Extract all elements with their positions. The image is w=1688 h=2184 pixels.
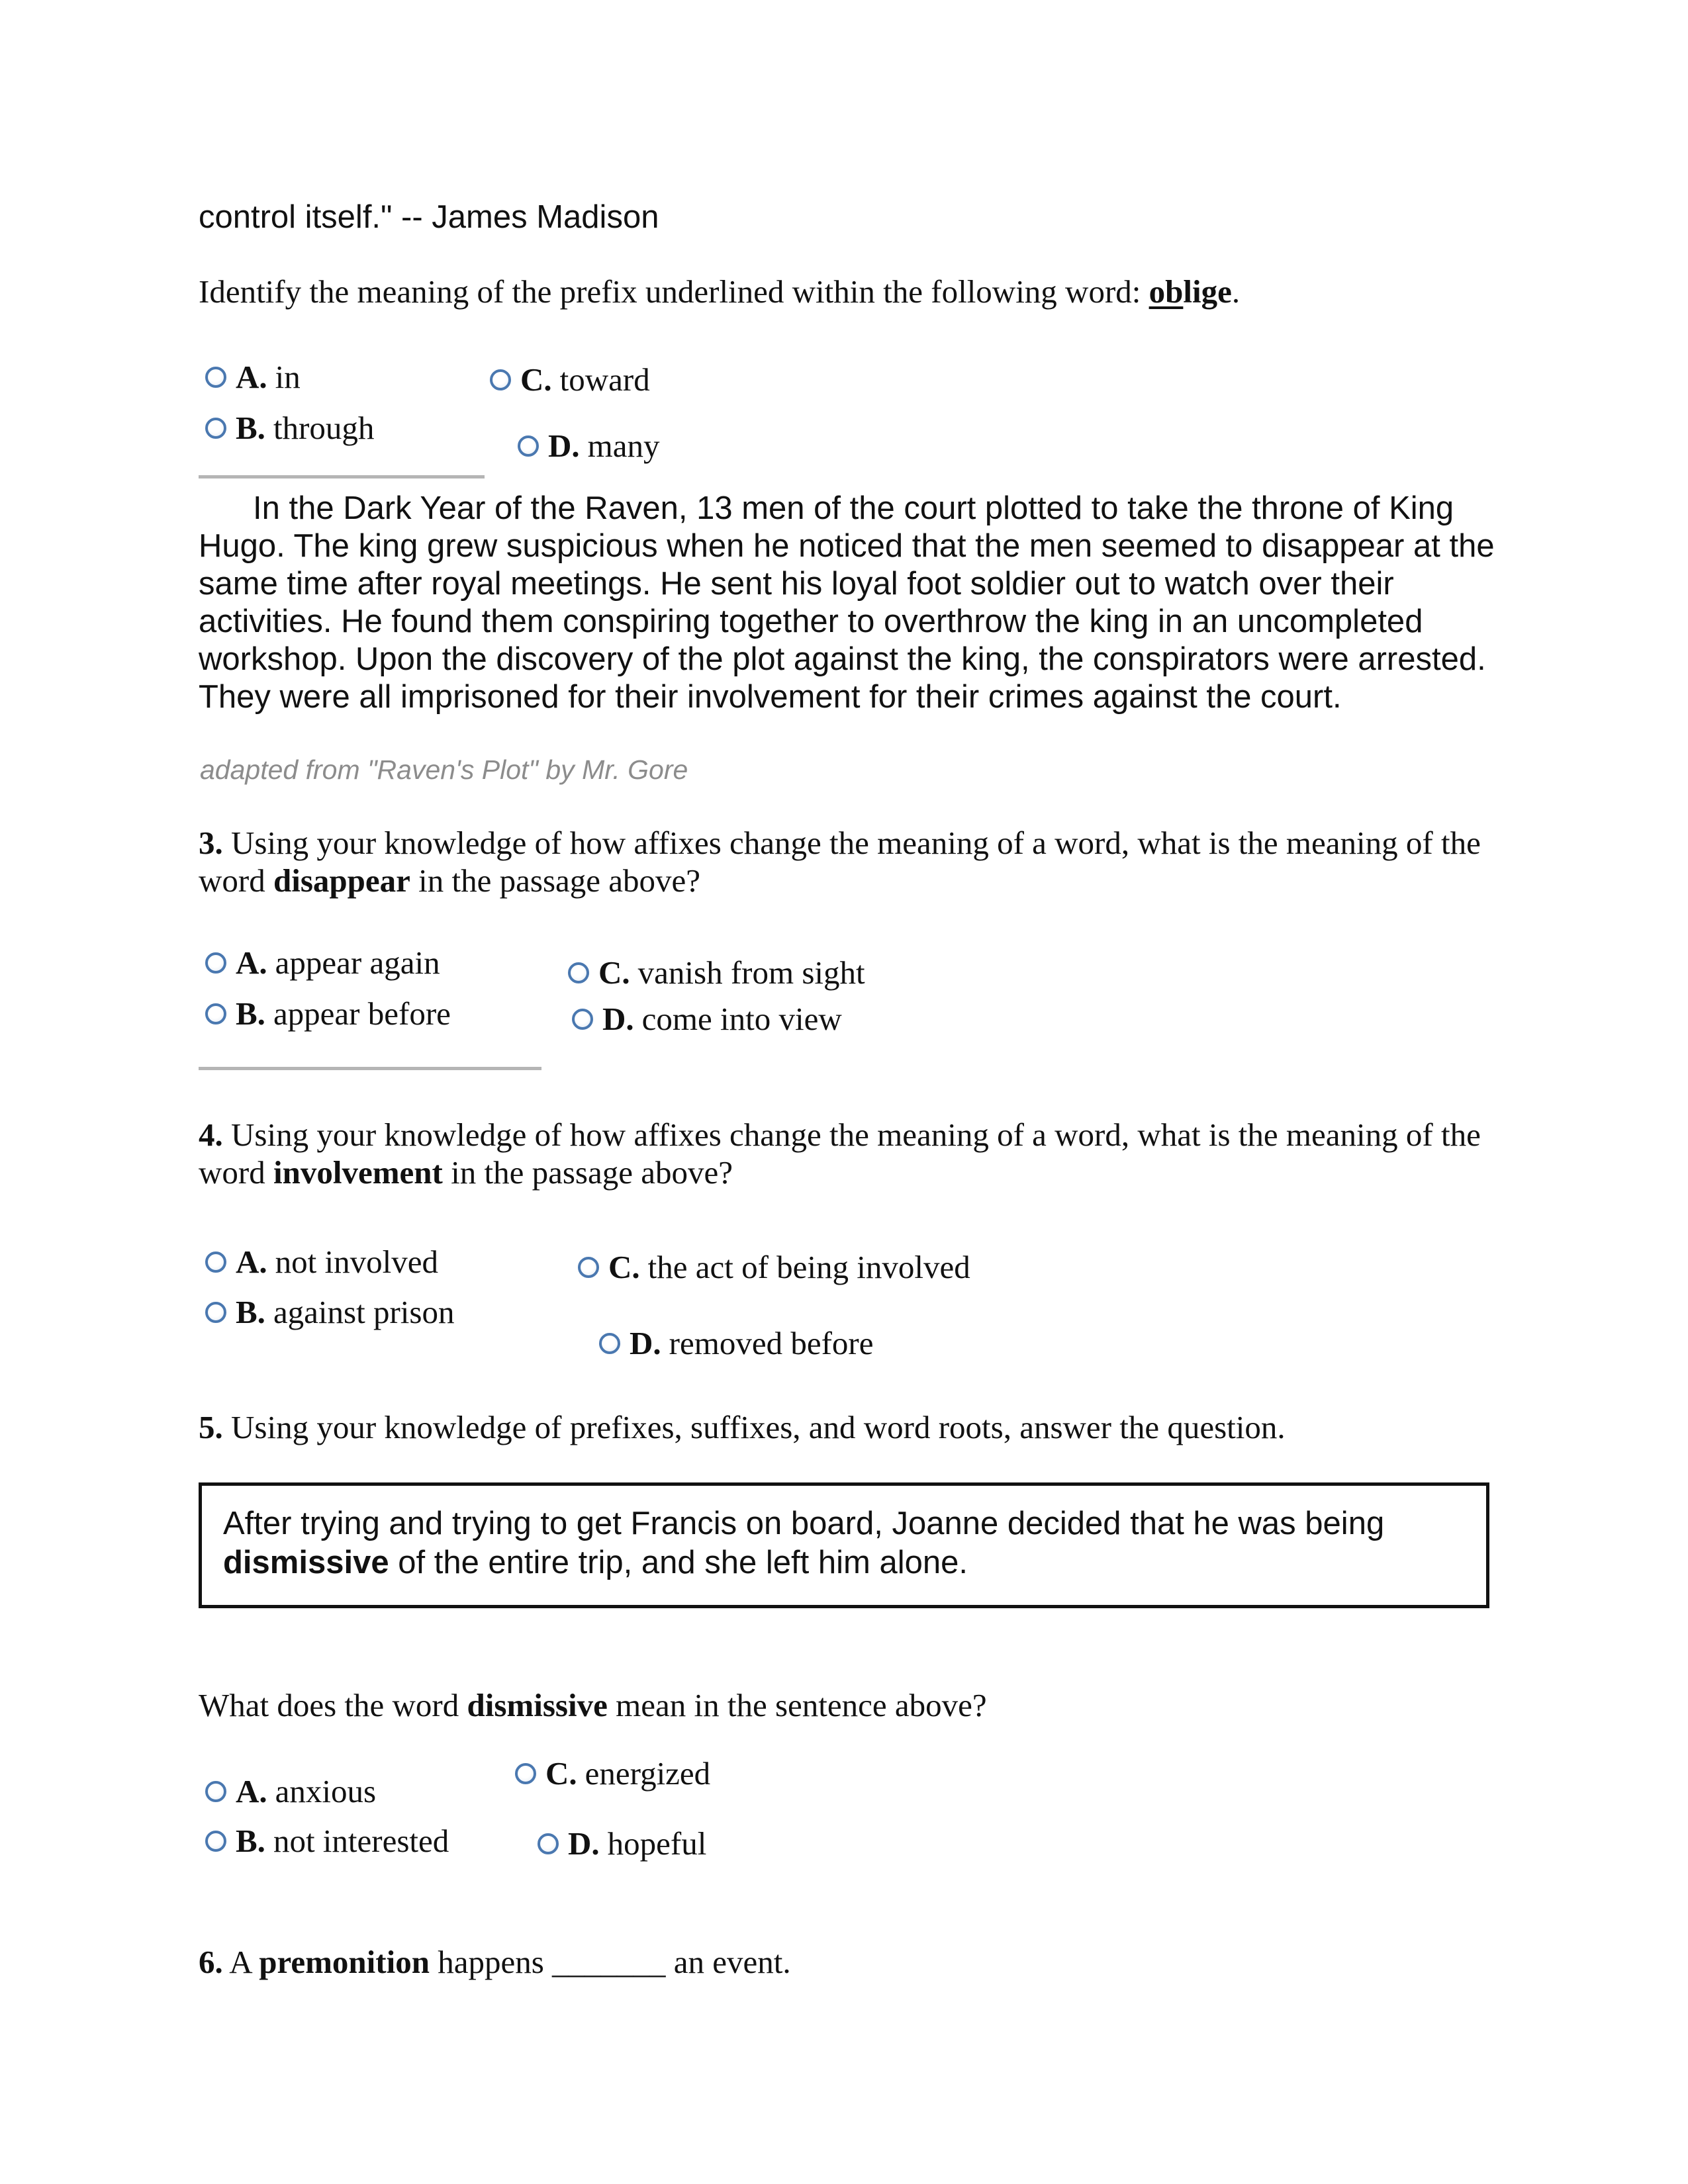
q5-option-b[interactable] <box>205 1821 449 1861</box>
q4-option-d[interactable] <box>599 1324 873 1363</box>
question-text-end: happens _______ an event. <box>429 1944 791 1980</box>
radio-button-icon[interactable] <box>518 435 539 457</box>
option-letter: D. <box>602 1001 634 1037</box>
option-text: appear again <box>275 944 440 981</box>
question-text: Using your knowledge of how affixes change the meaning of a word, what is the meaning of the word <box>199 1116 1481 1191</box>
option-letter: D. <box>568 1825 600 1862</box>
prefix-option-b[interactable] <box>205 408 374 448</box>
option-letter: C. <box>545 1755 577 1792</box>
radio-button-icon[interactable] <box>515 1763 536 1784</box>
q5-subquestion <box>199 1686 987 1724</box>
underlined-prefix: ob <box>1149 273 1184 310</box>
option-letter: A. <box>236 944 267 981</box>
question-text: Using your knowledge of how affixes change the meaning of a word, what is the meaning of the word <box>199 825 1481 899</box>
q5-option-a[interactable] <box>205 1772 376 1811</box>
q5-option-d[interactable] <box>538 1824 706 1864</box>
radio-button-icon[interactable] <box>205 952 226 974</box>
word-rest: lige <box>1183 273 1232 310</box>
prefix-option-a[interactable] <box>205 357 301 397</box>
prefix-option-d[interactable] <box>518 426 660 466</box>
option-text: many <box>587 428 660 464</box>
radio-button-icon[interactable] <box>205 1251 226 1273</box>
divider <box>199 475 485 478</box>
option-letter: C. <box>520 361 552 398</box>
passage-text: In the Dark Year of the Raven, 13 men of the court plotted to take the throne of King Hugo. The king grew suspicious when he noticed that the men seemed to disappear at the same time after royal meetings. He sent his loyal foot soldier out to watch over their activities. He found them conspiring together to overthrow the king in an uncompleted workshop. Upon the discovery of the plot against the king, the conspirators were arrested. They were all imprisoned for their involvement for their crimes against the court. <box>199 490 1495 715</box>
radio-button-icon[interactable] <box>490 369 511 390</box>
period: . <box>1231 273 1241 310</box>
radio-button-icon[interactable] <box>538 1833 559 1854</box>
radio-button-icon[interactable] <box>572 1009 593 1030</box>
option-text: vanish from sight <box>637 954 865 991</box>
option-letter: A. <box>236 359 267 395</box>
question-text: Using your knowledge of prefixes, suffixes, and word roots, answer the question. <box>222 1409 1286 1445</box>
option-text: against prison <box>273 1294 455 1330</box>
q3-option-b[interactable] <box>205 994 451 1034</box>
reading-passage <box>199 490 1496 716</box>
q5-option-c[interactable] <box>515 1754 710 1794</box>
radio-button-icon[interactable] <box>205 367 226 388</box>
q3-option-d[interactable] <box>572 999 842 1039</box>
question-keyword: disappear <box>273 862 410 899</box>
q4-option-a[interactable] <box>205 1242 438 1282</box>
option-text: not involved <box>275 1244 438 1280</box>
question-keyword: dismissive <box>467 1687 608 1723</box>
option-text: anxious <box>275 1773 377 1809</box>
q3-option-a[interactable] <box>205 943 440 983</box>
option-text: hopeful <box>607 1825 707 1862</box>
sentence-keyword: dismissive <box>223 1545 389 1580</box>
option-text: not interested <box>273 1823 449 1859</box>
radio-button-icon[interactable] <box>568 962 589 983</box>
question-text-end: in the passage above? <box>442 1154 733 1191</box>
radio-button-icon[interactable] <box>205 1003 226 1024</box>
option-letter: B. <box>236 1294 265 1330</box>
prefix-question-text: Identify the meaning of the prefix underlined within the following word: <box>199 273 1149 310</box>
option-letter: D. <box>630 1325 661 1361</box>
question-text-end: mean in the sentence above? <box>607 1687 987 1723</box>
option-letter: B. <box>236 1823 265 1859</box>
q4-option-b[interactable] <box>205 1293 454 1332</box>
option-text: the act of being involved <box>647 1249 970 1285</box>
question-number: 5. <box>199 1409 223 1445</box>
sentence-text: After trying and trying to get Francis on board, Joanne decided that he was being <box>223 1506 1385 1541</box>
prefix-question <box>199 273 1240 310</box>
question-text: A <box>222 1944 259 1980</box>
question-number: 4. <box>199 1116 223 1153</box>
radio-button-icon[interactable] <box>205 1781 226 1802</box>
question-number: 3. <box>199 825 223 861</box>
option-letter: B. <box>236 410 265 446</box>
radio-button-icon[interactable] <box>578 1257 599 1278</box>
option-letter: A. <box>236 1773 267 1809</box>
radio-button-icon[interactable] <box>205 418 226 439</box>
option-text: energized <box>585 1755 711 1792</box>
option-letter: B. <box>236 995 265 1032</box>
example-sentence-box <box>199 1482 1489 1608</box>
option-letter: D. <box>548 428 580 464</box>
radio-button-icon[interactable] <box>205 1302 226 1323</box>
option-letter: C. <box>598 954 630 991</box>
radio-button-icon[interactable] <box>205 1831 226 1852</box>
option-letter: A. <box>236 1244 267 1280</box>
question-keyword: premonition <box>259 1944 430 1980</box>
option-text: removed before <box>669 1325 874 1361</box>
question-5 <box>199 1408 1496 1446</box>
sentence-text-end: of the entire trip, and she left him alone. <box>389 1545 968 1580</box>
quote-attribution: control itself." -- James Madison <box>199 199 659 235</box>
option-text: come into view <box>641 1001 842 1037</box>
option-letter: C. <box>608 1249 640 1285</box>
passage-source: adapted from "Raven's Plot" by Mr. Gore <box>200 754 688 785</box>
option-text: through <box>273 410 375 446</box>
option-text: appear before <box>273 995 451 1032</box>
question-4 <box>199 1116 1496 1191</box>
divider <box>199 1067 541 1070</box>
q4-option-c[interactable] <box>578 1248 970 1287</box>
question-text-end: in the passage above? <box>410 862 701 899</box>
prefix-option-c[interactable] <box>490 360 650 400</box>
q3-option-c[interactable] <box>568 953 865 993</box>
option-text: toward <box>559 361 650 398</box>
option-text: in <box>275 359 301 395</box>
radio-button-icon[interactable] <box>599 1333 620 1354</box>
question-6 <box>199 1943 791 1981</box>
question-3 <box>199 824 1496 899</box>
question-number: 6. <box>199 1944 223 1980</box>
question-text: What does the word <box>199 1687 467 1723</box>
question-keyword: involvement <box>273 1154 443 1191</box>
